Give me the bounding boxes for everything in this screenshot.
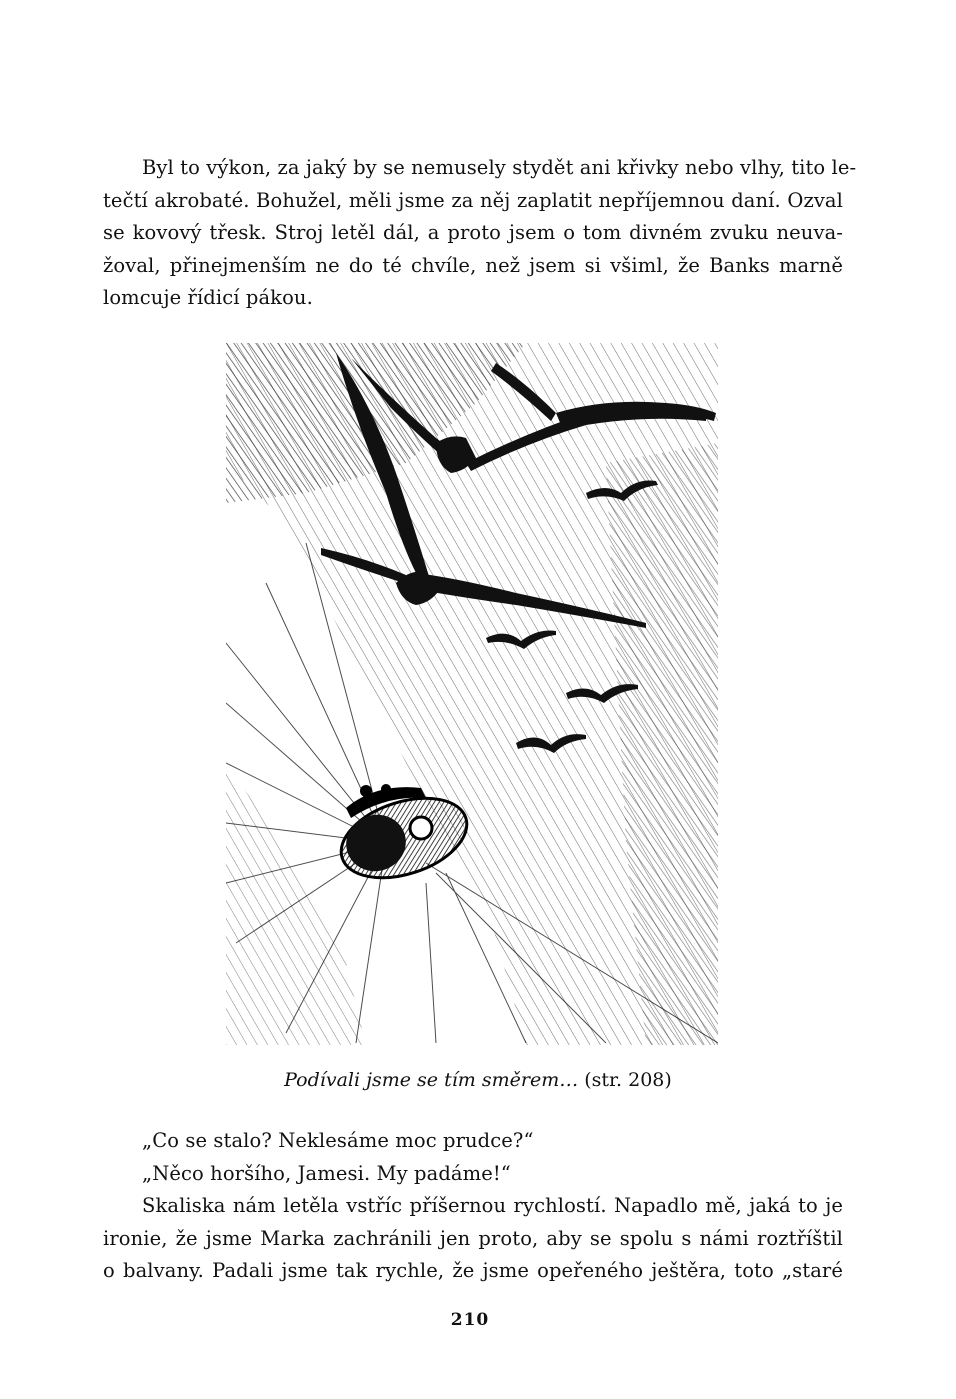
page-number: 210	[450, 1310, 490, 1330]
paragraph-1	[103, 152, 857, 315]
text-line: „Co se stalo? Neklesáme moc prudce?“	[142, 1129, 534, 1152]
paragraph-2	[103, 1125, 843, 1288]
text-line: žoval, přinejmenším ne do té chvíle, než jsem si všiml, že Banks marně	[103, 253, 843, 277]
text-line: lomcuje řídicí pákou.	[103, 286, 313, 309]
flying-machine-with-birds-illustration	[226, 343, 718, 1045]
caption-reference: (str. 208)	[578, 1069, 672, 1091]
text-line: o balvany. Padali jsme tak rychle, že jsme opeřeného ještěra, toto „staré	[103, 1259, 843, 1282]
caption-italic: Podívali jsme se tím směrem…	[284, 1069, 579, 1091]
illustration	[226, 343, 718, 1045]
text-line: tečtí akrobaté. Bohužel, měli jsme za něj zaplatit nepříjemnou daní. Ozval	[103, 188, 843, 212]
text-line: Byl to výkon, za jaký by se nemusely stydět ani křivky nebo vlhy, tito le-	[142, 156, 857, 179]
illustration-caption	[0, 1066, 956, 1094]
text-line: se kovový třesk. Stroj letěl dál, a proto jsem o tom divném zvuku neuva-	[103, 221, 843, 244]
text-line: ironie, že jsme Marka zachránili jen proto, aby se spolu s námi roztříštil	[103, 1226, 843, 1250]
text-line: „Něco horšího, Jamesi. My padáme!“	[142, 1161, 511, 1185]
text-line: Skaliska nám letěla vstříc příšernou rychlostí. Napadlo mě, jaká to je	[142, 1194, 843, 1217]
